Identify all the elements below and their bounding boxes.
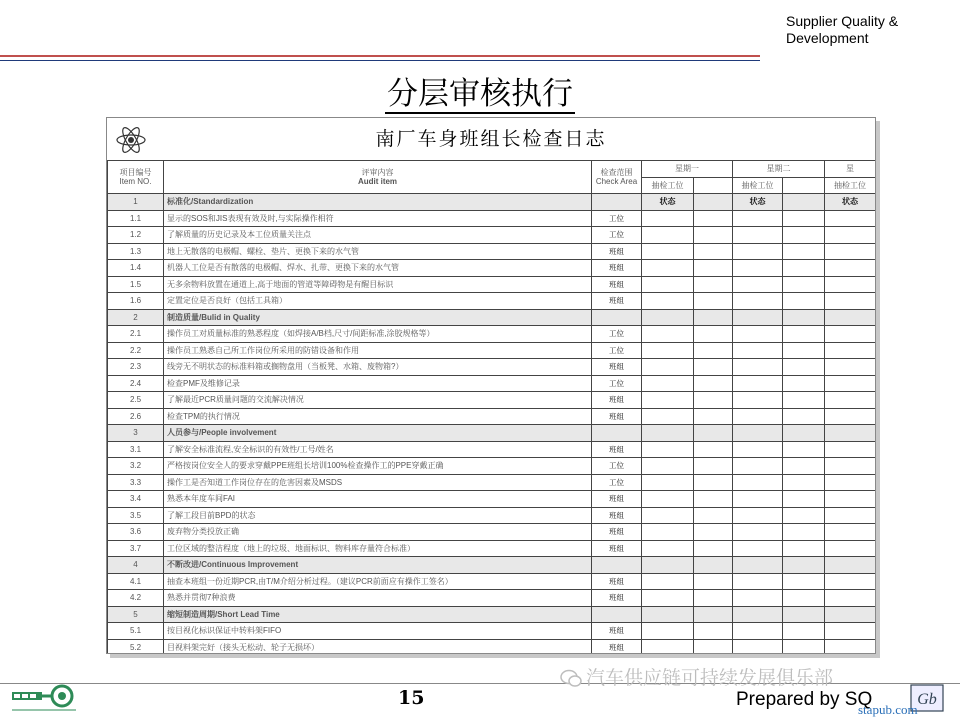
check-cell (694, 623, 733, 640)
check-cell (783, 458, 825, 475)
sample-station-header: 抽检工位 (733, 177, 783, 194)
item-area: 班组 (592, 491, 642, 508)
check-cell (694, 491, 733, 508)
table-row (108, 507, 876, 524)
check-cell (694, 210, 733, 227)
check-cell (694, 375, 733, 392)
item-text: 操作工是否知道工作岗位存在的危害因素及MSDS (164, 474, 592, 491)
check-cell (642, 392, 694, 409)
item-area: 班组 (592, 590, 642, 607)
item-text: 操作员工熟悉自己所工作岗位所采用的防错设备和作用 (164, 342, 592, 359)
item-id: 3.5 (108, 507, 164, 524)
item-id: 4.1 (108, 573, 164, 590)
section-title: 人员参与/People involvement (164, 425, 592, 442)
check-cell (733, 342, 783, 359)
table-row (108, 293, 876, 310)
check-cell (642, 441, 694, 458)
slide-title (0, 68, 960, 113)
item-area: 工位 (592, 458, 642, 475)
item-text: 熟悉并贯彻7种浪费 (164, 590, 592, 607)
item-id: 3.6 (108, 524, 164, 541)
check-cell (642, 524, 694, 541)
item-area: 班组 (592, 573, 642, 590)
item-area: 班组 (592, 441, 642, 458)
check-cell (783, 359, 825, 376)
blank-cell (642, 557, 694, 574)
item-text: 熟悉本年度车间FAI (164, 491, 592, 508)
item-text: 定置定位是否良好（包括工具箱） (164, 293, 592, 310)
check-cell (733, 359, 783, 376)
blank-cell (694, 425, 733, 442)
blank-cell (783, 194, 825, 211)
blank-cell (592, 557, 642, 574)
item-no-en: Item NO. (119, 177, 152, 186)
sample-station-header: 抽检工位 (825, 177, 876, 194)
blank-cell (592, 194, 642, 211)
check-cell (642, 276, 694, 293)
audit-item-en: Audit item (357, 177, 398, 186)
section-row (108, 557, 876, 574)
check-cell (694, 243, 733, 260)
item-id: 2.2 (108, 342, 164, 359)
blank-cell (783, 425, 825, 442)
check-cell (825, 243, 876, 260)
item-text: 按目视化标识保证中转料架FIFO (164, 623, 592, 640)
table-row (108, 408, 876, 425)
check-cell (783, 227, 825, 244)
check-cell (783, 540, 825, 557)
check-cell (825, 524, 876, 541)
check-cell (642, 590, 694, 607)
check-cell (825, 408, 876, 425)
item-text: 废弃物分类投放正确 (164, 524, 592, 541)
blank-cell (694, 557, 733, 574)
check-cell (733, 260, 783, 277)
item-area: 工位 (592, 227, 642, 244)
blank-cell (592, 425, 642, 442)
item-area: 班组 (592, 260, 642, 277)
blank-cell (825, 425, 876, 442)
item-id: 4.2 (108, 590, 164, 607)
check-cell (642, 293, 694, 310)
check-cell (733, 540, 783, 557)
status-header: 状态 (642, 194, 694, 211)
blank-cell (694, 606, 733, 623)
check-cell (733, 243, 783, 260)
item-area: 班组 (592, 524, 642, 541)
table-row (108, 342, 876, 359)
check-cell (642, 359, 694, 376)
audit-item-cn: 评审内容 (361, 168, 394, 177)
item-area: 班组 (592, 540, 642, 557)
blank-cell (825, 606, 876, 623)
item-area: 工位 (592, 210, 642, 227)
item-id: 1.1 (108, 210, 164, 227)
item-text: 检查PMF及维修记录 (164, 375, 592, 392)
table-row (108, 474, 876, 491)
item-text: 工位区域的整洁程度（地上的垃圾、地面标识、物料库存量符合标准） (164, 540, 592, 557)
table-row (108, 639, 876, 654)
table-row (108, 491, 876, 508)
check-cell (694, 392, 733, 409)
item-id: 5.2 (108, 639, 164, 654)
check-area-en: Check Area (595, 177, 638, 186)
check-cell (694, 573, 733, 590)
table-row (108, 260, 876, 277)
audit-table-body (108, 161, 876, 655)
blank-cell (694, 194, 733, 211)
item-area: 工位 (592, 342, 642, 359)
check-area-cn: 检查范围 (600, 168, 633, 177)
check-cell (825, 359, 876, 376)
company-logo-icon (10, 684, 80, 714)
day-header-1: 星期二 (733, 161, 825, 178)
check-cell (825, 623, 876, 640)
item-text: 了解工段目前BPD的状态 (164, 507, 592, 524)
item-id: 1.2 (108, 227, 164, 244)
item-area: 班组 (592, 408, 642, 425)
table-row (108, 276, 876, 293)
check-cell (642, 540, 694, 557)
item-id: 5.1 (108, 623, 164, 640)
section-number: 3 (108, 425, 164, 442)
blank-cell (733, 309, 783, 326)
item-id: 1.6 (108, 293, 164, 310)
check-cell (825, 210, 876, 227)
item-text: 抽查本班组一份近期PCR,由T/M介绍分析过程。（建议PCR前面应有操作工签名） (164, 573, 592, 590)
item-id: 2.5 (108, 392, 164, 409)
check-area-header (592, 161, 642, 194)
check-cell (825, 342, 876, 359)
blank-cell (642, 309, 694, 326)
item-no-cn: 项目编号 (119, 168, 152, 177)
check-cell (825, 573, 876, 590)
check-cell (783, 474, 825, 491)
item-id: 2.4 (108, 375, 164, 392)
blank-header (694, 177, 733, 194)
check-cell (733, 375, 783, 392)
check-cell (783, 276, 825, 293)
item-id: 1.4 (108, 260, 164, 277)
check-cell (825, 293, 876, 310)
item-id: 2.6 (108, 408, 164, 425)
check-cell (825, 441, 876, 458)
check-cell (694, 260, 733, 277)
audit-table (107, 160, 876, 654)
check-cell (783, 342, 825, 359)
item-area: 班组 (592, 276, 642, 293)
watermark (560, 663, 833, 690)
check-cell (694, 326, 733, 343)
table-row (108, 227, 876, 244)
check-cell (783, 623, 825, 640)
check-cell (733, 639, 783, 654)
blank-header (783, 177, 825, 194)
item-text: 地上无散落的电极帽、螺栓、垫片、更换下来的水气管 (164, 243, 592, 260)
item-id: 3.2 (108, 458, 164, 475)
company-line1: Supplier Quality & (786, 13, 899, 29)
check-cell (825, 590, 876, 607)
table-row (108, 359, 876, 376)
item-area: 班组 (592, 639, 642, 654)
check-cell (694, 359, 733, 376)
check-cell (694, 342, 733, 359)
blank-cell (733, 606, 783, 623)
check-cell (642, 573, 694, 590)
item-area: 工位 (592, 326, 642, 343)
item-id: 3.1 (108, 441, 164, 458)
blank-cell (825, 557, 876, 574)
check-cell (642, 260, 694, 277)
check-cell (733, 408, 783, 425)
item-id: 3.7 (108, 540, 164, 557)
item-id: 3.4 (108, 491, 164, 508)
section-title: 不断改进/Continuous Improvement (164, 557, 592, 574)
item-text: 机器人工位是否有散落的电极帽、焊水、扎带、更换下来的水气管 (164, 260, 592, 277)
table-row (108, 524, 876, 541)
check-cell (733, 326, 783, 343)
item-text: 了解最近PCR质量问题的交流解决情况 (164, 392, 592, 409)
table-row (108, 458, 876, 475)
check-cell (642, 375, 694, 392)
blank-cell (592, 606, 642, 623)
item-id: 1.5 (108, 276, 164, 293)
check-cell (825, 392, 876, 409)
table-row (108, 540, 876, 557)
item-text: 严格按岗位安全人的要求穿戴PPE班组长培训100%检查操作工的PPE穿戴正确 (164, 458, 592, 475)
check-cell (642, 243, 694, 260)
check-cell (642, 458, 694, 475)
table-row (108, 243, 876, 260)
check-cell (783, 243, 825, 260)
item-area: 班组 (592, 359, 642, 376)
item-text: 操作员工对质量标准的熟悉程度（如焊接A/B档,尺寸/间距标准,涂胶规格等） (164, 326, 592, 343)
check-cell (783, 441, 825, 458)
blank-cell (694, 309, 733, 326)
check-cell (733, 474, 783, 491)
check-cell (733, 507, 783, 524)
check-cell (694, 540, 733, 557)
check-cell (733, 491, 783, 508)
item-text: 目视料架完好（接头无松动、轮子无损坏） (164, 639, 592, 654)
audit-log-document (106, 117, 876, 654)
status-header: 状态 (733, 194, 783, 211)
table-row (108, 326, 876, 343)
item-area: 班组 (592, 623, 642, 640)
section-number: 4 (108, 557, 164, 574)
check-cell (733, 623, 783, 640)
section-row (108, 606, 876, 623)
check-cell (783, 507, 825, 524)
check-cell (733, 573, 783, 590)
blank-cell (592, 309, 642, 326)
table-row (108, 623, 876, 640)
blank-cell (733, 425, 783, 442)
check-cell (783, 392, 825, 409)
blank-cell (642, 606, 694, 623)
item-text: 线旁无不明状态的标准料箱或搁物盘用（当板凳、水箱、废物箱?） (164, 359, 592, 376)
section-title: 标准化/Standardization (164, 194, 592, 211)
item-text: 检查TPM的执行情况 (164, 408, 592, 425)
check-cell (642, 507, 694, 524)
check-cell (694, 507, 733, 524)
site-watermark: stapub.com (858, 702, 918, 717)
blank-cell (783, 606, 825, 623)
check-cell (825, 639, 876, 654)
check-cell (642, 408, 694, 425)
check-cell (783, 573, 825, 590)
section-number: 5 (108, 606, 164, 623)
table-row (108, 441, 876, 458)
check-cell (733, 524, 783, 541)
item-no-header (108, 161, 164, 194)
section-number: 2 (108, 309, 164, 326)
check-cell (694, 276, 733, 293)
item-area: 班组 (592, 392, 642, 409)
check-cell (733, 210, 783, 227)
item-area: 班组 (592, 507, 642, 524)
check-cell (642, 474, 694, 491)
table-row (108, 590, 876, 607)
section-row (108, 425, 876, 442)
check-cell (642, 623, 694, 640)
page-number: 15 (398, 687, 425, 709)
check-cell (642, 326, 694, 343)
check-cell (694, 524, 733, 541)
check-cell (783, 293, 825, 310)
check-cell (825, 491, 876, 508)
check-cell (825, 507, 876, 524)
check-cell (733, 293, 783, 310)
check-cell (694, 293, 733, 310)
item-text: 了解质量的历史记录及本工位质量关注点 (164, 227, 592, 244)
check-cell (694, 441, 733, 458)
check-cell (642, 227, 694, 244)
blank-cell (642, 425, 694, 442)
header-divider-blue (0, 60, 760, 61)
item-area: 班组 (592, 293, 642, 310)
slide-title-text: 分层审核执行 (387, 76, 573, 112)
check-cell (694, 590, 733, 607)
item-id: 2.1 (108, 326, 164, 343)
svg-text:Gb: Gb (917, 691, 937, 708)
blank-cell (783, 557, 825, 574)
check-cell (825, 458, 876, 475)
check-cell (783, 326, 825, 343)
check-cell (783, 375, 825, 392)
check-cell (825, 260, 876, 277)
table-row (108, 375, 876, 392)
table-row (108, 573, 876, 590)
check-cell (783, 260, 825, 277)
section-row (108, 309, 876, 326)
section-title: 制造质量/Bulid in Quality (164, 309, 592, 326)
item-text: 无多余物料放置在通道上,高于地面的管道等障碍物是有醒目标识 (164, 276, 592, 293)
item-area: 班组 (592, 243, 642, 260)
check-cell (694, 227, 733, 244)
section-number: 1 (108, 194, 164, 211)
check-cell (694, 458, 733, 475)
header-divider-red (0, 55, 760, 57)
table-row (108, 392, 876, 409)
check-cell (694, 408, 733, 425)
audit-item-header (164, 161, 592, 194)
check-cell (642, 491, 694, 508)
item-id: 1.3 (108, 243, 164, 260)
item-id: 3.3 (108, 474, 164, 491)
sample-station-header: 抽检工位 (642, 177, 694, 194)
blank-cell (733, 557, 783, 574)
check-cell (825, 474, 876, 491)
day-header-2: 星 (825, 161, 876, 178)
check-cell (783, 590, 825, 607)
prepared-by: Prepared by SQ (736, 689, 873, 710)
item-area: 工位 (592, 474, 642, 491)
section-title: 缩短制造周期/Short Lead Time (164, 606, 592, 623)
check-cell (825, 326, 876, 343)
check-cell (642, 639, 694, 654)
wechat-icon (560, 669, 582, 689)
check-cell (783, 408, 825, 425)
day-header-0: 星期一 (642, 161, 733, 178)
item-text: 显示的SOS和JIS表现有效及时,与实际操作相符 (164, 210, 592, 227)
check-cell (825, 375, 876, 392)
check-cell (733, 276, 783, 293)
check-cell (642, 210, 694, 227)
item-id: 2.3 (108, 359, 164, 376)
item-text: 了解安全标准流程,安全标识的有效性/工号/姓名 (164, 441, 592, 458)
check-cell (783, 524, 825, 541)
check-cell (825, 227, 876, 244)
check-cell (694, 474, 733, 491)
table-row (108, 210, 876, 227)
document-title: 南厂车身班组长检查日志 (375, 128, 607, 150)
section-row (108, 194, 876, 211)
header-row (108, 161, 876, 178)
check-cell (694, 639, 733, 654)
check-cell (783, 639, 825, 654)
check-cell (783, 491, 825, 508)
check-cell (825, 276, 876, 293)
blank-cell (825, 309, 876, 326)
watermark-text: 汽车供应链可持续发展俱乐部 (586, 667, 834, 689)
company-line2: Development (786, 30, 869, 46)
check-cell (783, 210, 825, 227)
item-area: 工位 (592, 375, 642, 392)
check-cell (733, 392, 783, 409)
status-header: 状态 (825, 194, 876, 211)
check-cell (733, 441, 783, 458)
company-label (786, 13, 898, 47)
check-cell (733, 590, 783, 607)
check-cell (733, 227, 783, 244)
check-cell (733, 458, 783, 475)
check-cell (825, 540, 876, 557)
check-cell (642, 342, 694, 359)
blank-cell (783, 309, 825, 326)
